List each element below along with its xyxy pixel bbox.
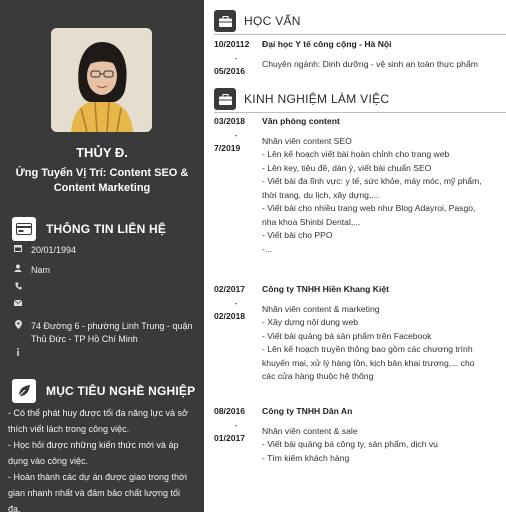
address-line: Thủ Đức - TP Hồ Chí Minh [31,334,138,344]
date-to: 05/2016 [214,66,246,76]
job-line: - Lên key, tiêu đề, dàn ý, viết bài chuẩn SEO [262,162,432,173]
date-from: 10/20112 [214,39,250,49]
company-name: Văn phòng content [262,116,340,126]
company-name: Công ty TNHH Dân An [262,406,353,416]
info-icon [14,348,22,356]
phone-icon [14,282,22,290]
job-body [262,283,504,384]
email-row [14,300,31,306]
job-line: - Xây dựng nội dung web [262,317,359,327]
address-row [14,320,192,346]
date-to: 01/2017 [214,433,246,443]
gender-value: Nam [31,265,51,275]
role-line: Ứng Tuyển Vị Trí: Content SEO & [15,167,189,179]
birthday-value: 20/01/1994 [31,245,77,255]
job-line: Nhân viên content SEO [262,135,352,146]
job-line: - Viết bài đa lĩnh vực: y tế, sức khỏe, máy móc, mỹ phẩm, [262,176,482,186]
education-section-header [214,10,301,32]
goals-line: đa. [8,504,21,512]
contact-card-icon [12,217,36,241]
briefcase-icon [214,10,236,32]
leaf-icon [12,379,36,403]
job-line: - Lên kế hoạch viết bài hoàn chỉnh cho trang web [262,149,450,159]
date-dash: - [234,419,238,430]
school-name: Đại học Y tế công cộng - Hà Nội [262,39,392,49]
job-line: - Lên kế hoạch truyền thông bao gồm các chương trình [262,344,473,354]
phone-row [14,282,31,290]
company-name: Công ty TNHH Hiền Khang Kiệt [262,284,389,294]
job-line: thời trang, du lịch, xây dựng,... [262,189,379,200]
date-to: 02/2018 [214,311,246,321]
calendar-icon [14,244,22,257]
goals-text [8,405,198,512]
job-line: -... [262,243,273,254]
education-body [262,38,504,71]
job-dates [214,115,258,156]
divider [214,112,506,113]
date-from: 08/2016 [214,406,246,416]
job-line: Nhân viên content & sale [262,425,358,436]
email-icon [14,300,22,306]
job-line: khuyến mại, xử lý hàng tồn, kịch bản khai trương,... cho [262,357,475,368]
gender-row [14,264,50,277]
education-section-title: HỌC VẤN [244,14,301,28]
goals-section-header [12,379,195,403]
job-dates [214,405,258,446]
briefcase-icon [214,88,236,110]
job-line: Nhân viên content & marketing [262,303,380,314]
job-line: - Tìm kiếm khách hàng [262,452,350,463]
job-line: nha khoa Shinbi Dental,... [262,216,361,227]
contact-section-header [12,217,166,241]
education-dates [214,38,258,79]
goals-line: thích viết lách trong công việc. [8,424,130,434]
job-body [262,115,504,256]
address-value [31,320,192,346]
profile-photo [51,28,152,132]
job-dates [214,283,258,324]
candidate-name: THỦY Đ. [76,145,128,160]
candidate-role [14,166,190,196]
goals-section-title: MỤC TIÊU NGHỀ NGHIỆP [46,384,196,398]
location-pin-icon [14,320,22,346]
role-line: Content Marketing [53,182,151,194]
date-from: 03/2018 [214,116,246,126]
job-line: các cửa hàng thuộc hệ thống [262,371,374,381]
goals-line: dụng vào công việc. [8,456,89,466]
goals-line: - Hoàn thành các dự án được giao trong thời [8,472,187,482]
divider [214,34,506,35]
experience-section-header [214,88,389,110]
date-from: 02/2017 [214,284,246,294]
birthday-row [14,244,76,257]
address-line: 74 Đường 6 - phường Linh Trung - quận [31,321,193,331]
user-icon [14,264,22,277]
major: Chuyên ngành: Dinh dưỡng - vệ sinh an toàn thực phẩm [262,58,478,69]
job-line: - Viết bài cho nhiều trang web như Blog Adayroi, Pasgo, [262,203,476,213]
goals-line: - Học hỏi được những kiến thức mới và áp [8,440,179,450]
sidebar [0,0,204,512]
date-dash: - [234,52,238,63]
job-line: - Viết bài quảng bá sản phẩm trên Facebook [262,330,432,341]
job-line: - Viết bài cho PPO [262,230,333,240]
website-row [14,348,31,356]
date-dash: - [234,297,238,308]
goals-line: - Có thể phát huy được tối đa năng lực và sở [8,408,188,418]
main-content [204,0,506,512]
job-line: - Viết bài quảng bá công ty, sản phẩm, dịch vụ [262,439,438,449]
goals-line: gian nhanh nhất và đảm bảo chất lượng tối [8,488,181,498]
date-dash: - [234,129,238,140]
experience-section-title: KINH NGHIỆM LÀM VIỆC [244,92,390,106]
job-body [262,405,504,465]
contact-section-title: THÔNG TIN LIÊN HỆ [46,222,167,236]
date-to: 7/2019 [214,143,241,153]
